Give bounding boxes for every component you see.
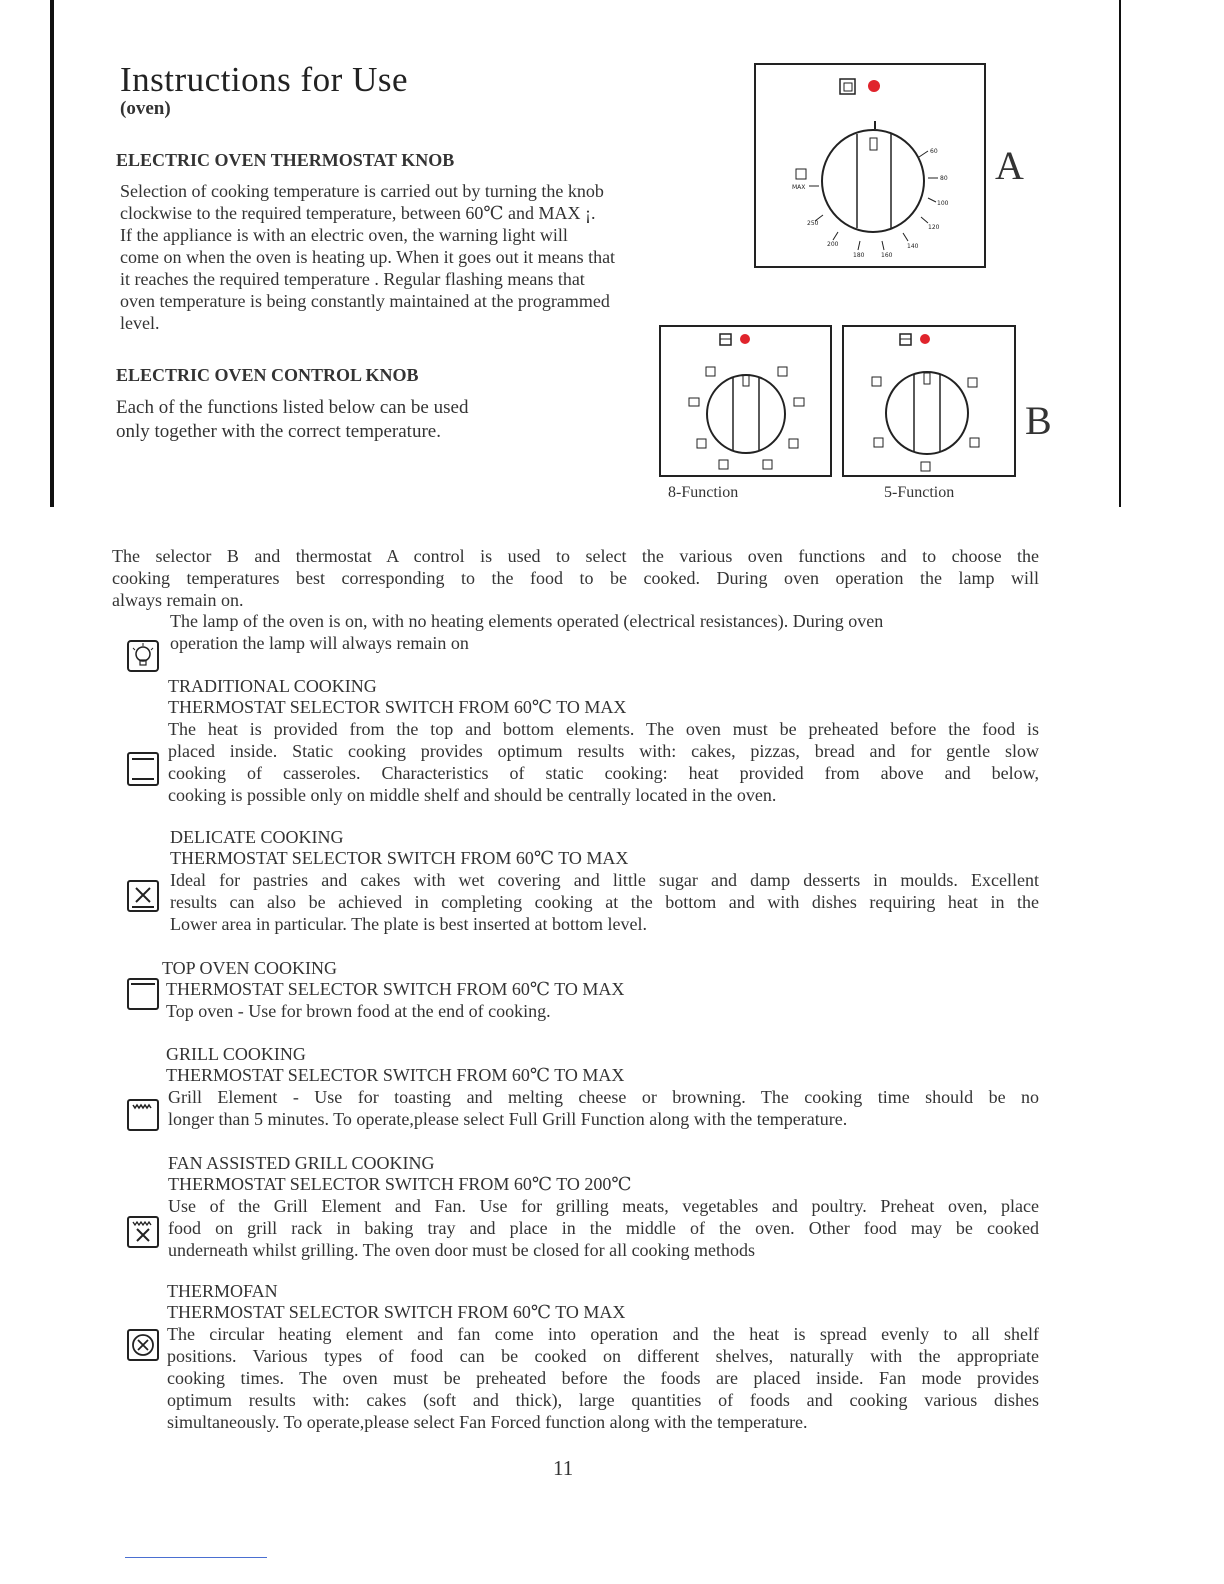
oven-lamp-icon [840,79,855,94]
scale-label: 250 [807,220,819,227]
scale-label: 180 [853,252,865,259]
section-title: DELICATE COOKING [170,827,344,847]
left-margin-line [50,0,54,507]
section-switch: THERMOSTAT SELECTOR SWITCH FROM 60℃ TO MAX [166,979,625,999]
thermostat-knob-figure [754,63,986,268]
text-line: always remain on. [112,590,244,610]
indicator-light [740,334,750,344]
text-line: The circular heating element and fan come into operation and the heat is spread evenly to all shelf [167,1324,1039,1344]
section-top-oven [162,958,624,1022]
text-line: If the appliance is with an electric oven, the warning light will [120,225,568,245]
text-line: cooking times. The oven must be preheated before the foods are placed inside. Fan mode provides [167,1368,1039,1388]
text-line: come on when the oven is heating up. When it goes out it means that [120,247,616,267]
figure-label-b: B [1025,398,1052,443]
eight-function-knob-figure [659,325,832,477]
text-line: Each of the functions listed below can be used [116,397,469,418]
caption-five-function: 5-Function [884,484,955,501]
delicate-icon [126,879,160,913]
section-switch: THERMOSTAT SELECTOR SWITCH FROM 60℃ TO MAX [168,697,627,717]
text-line: operation the lamp will always remain on [170,633,469,653]
lamp-icon [126,639,160,673]
traditional-icon [126,751,160,787]
text-line: Ideal for pastries and cakes with wet covering and little sugar and damp desserts in moulds. Excellent [170,870,1039,890]
scale-label: 60 [930,148,938,155]
scale-label: 80 [940,175,948,182]
section-switch: THERMOSTAT SELECTOR SWITCH FROM 60℃ TO MAX [167,1302,626,1322]
grill-icon [126,1098,160,1132]
section-switch: THERMOSTAT SELECTOR SWITCH FROM 60℃ TO MAX [170,848,629,868]
text-line: results can also be achieved in completing cooking at the bottom and with dishes requiring heat in the [170,892,1039,912]
knob-dial [822,130,924,232]
eight-function-knob-diagram [661,327,830,475]
section-title: GRILL COOKING [166,1044,306,1064]
text-line: level. [120,313,160,333]
thermostat-paragraph [120,180,615,334]
text-line: cooking temperatures best corresponding to the food to be cooked. During oven operation the lamp will [112,568,1039,588]
section-switch: THERMOSTAT SELECTOR SWITCH FROM 60℃ TO 200℃ [168,1174,632,1194]
top-oven-icon [126,977,160,1011]
text-line: clockwise to the required temperature, between 60℃ and MAX ¡. [120,203,596,223]
text-line: underneath whilst grilling. The oven door must be closed for all cooking methods [168,1240,756,1260]
page-number: 11 [553,1456,574,1480]
text-line: Selection of cooking temperature is carried out by turning the knob [120,181,604,201]
text-line: placed inside. Static cooking provides optimum results with: cakes, pizzas, bread and for gentle slow [168,741,1039,761]
section-title: FAN ASSISTED GRILL COOKING [168,1153,435,1173]
section-traditional [168,676,1039,806]
lamp-paragraph [170,610,883,654]
page-subtitle: (oven) [120,98,171,119]
text-line: Use of the Grill Element and Fan. Use for grilling meats, vegetables and poultry. Preheat oven, place [168,1196,1039,1216]
text-line: Top oven - Use for brown food at the end of cooking. [166,1001,551,1021]
indicator-light [920,334,930,344]
knob-dial [707,375,785,453]
scale-label: 160 [881,252,893,259]
text-line: only together with the correct temperature. [116,421,441,442]
text-line: The selector B and thermostat A control is used to select the various oven functions and to choose the [112,546,1039,566]
section-thermofan [167,1281,1039,1433]
page-title: Instructions for Use [120,60,409,99]
text-line: food on grill rack in baking tray and place in the middle of the oven. Other food may be cooked [168,1218,1039,1238]
text-line: oven temperature is being constantly maintained at the programmed [120,291,610,311]
control-knob-paragraph [116,396,468,444]
figure-label-a: A [995,143,1024,188]
max-oven-icon [796,169,806,179]
section-title: THERMOFAN [167,1281,278,1301]
knob-scale-ticks [809,151,938,250]
text-line: optimum results with: cakes (soft and thick), large quantities of foods and cooking various dishes [167,1390,1039,1410]
thermostat-heading: ELECTRIC OVEN THERMOSTAT KNOB [116,150,455,170]
thermostat-knob-diagram [756,65,984,266]
section-title: TOP OVEN COOKING [162,958,337,978]
section-grill [166,1044,1039,1130]
text-line: it reaches the required temperature . Regular flashing means that [120,269,585,289]
scale-label: 120 [928,224,940,231]
section-switch: THERMOSTAT SELECTOR SWITCH FROM 60℃ TO MAX [166,1065,625,1085]
right-margin-line [1119,0,1121,507]
section-title: TRADITIONAL COOKING [168,676,377,696]
text-line: simultaneously. To operate,please select Fan Forced function along with the temperature. [167,1412,808,1432]
control-knob-heading: ELECTRIC OVEN CONTROL KNOB [116,365,419,385]
scale-label: 140 [907,243,919,250]
text-line: cooking is possible only on middle shelf and should be centrally located in the oven. [168,785,777,805]
text-line: The lamp of the oven is on, with no heating elements operated (electrical resistances). During oven [170,611,884,631]
section-fan-grill [168,1153,1039,1261]
fan-grill-icon [126,1215,160,1249]
caption-eight-function: 8-Function [668,484,739,501]
scale-label: 100 [937,200,949,207]
text-line: Grill Element - Use for toasting and melting cheese or browning. The cooking time should be no [168,1087,1039,1107]
intro-paragraph [112,545,1039,611]
five-function-knob-figure [842,325,1016,477]
text-line: longer than 5 minutes. To operate,please select Full Grill Function along with the temperature. [168,1109,848,1129]
text-line: Lower area in particular. The plate is best inserted at bottom level. [170,914,647,934]
text-line: positions. Various types of food can be cooked on different shelves, naturally with the appropriate [167,1346,1039,1366]
text-line: The heat is provided from the top and bottom elements. The oven must be preheated before the food is [168,719,1039,739]
section-delicate [170,827,1039,935]
scale-label: 200 [827,241,839,248]
indicator-light [868,80,880,92]
thermofan-icon [126,1328,160,1362]
text-line: cooking of casseroles. Characteristics of static cooking: heat provided from above and below, [168,763,1039,783]
scale-label: MAX [792,184,806,191]
footer-rule [125,1557,267,1558]
five-function-knob-diagram [844,327,1014,475]
